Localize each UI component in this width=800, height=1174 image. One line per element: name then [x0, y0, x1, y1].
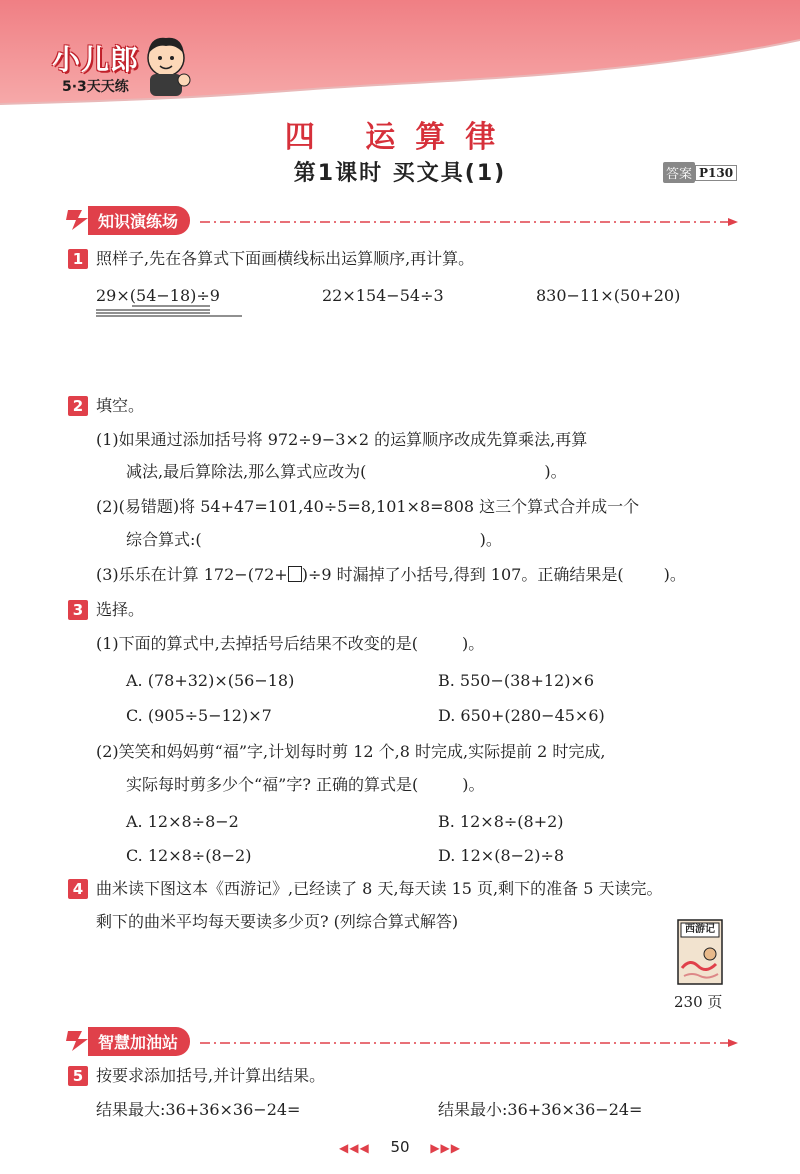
page-number: 50	[390, 1138, 410, 1156]
section-header-challenge	[0, 1025, 800, 1055]
answer-page: P130	[695, 165, 737, 181]
q4-line2: 剩下的曲米平均每天要读多少页? (列综合算式解答)	[96, 912, 459, 931]
q1-expression-3: 830−11×(50+20)	[536, 286, 681, 305]
q2-prompt: 填空。	[96, 396, 145, 415]
q2-part3: (3)乐乐在计算 172−(72+ )÷9 时漏掉了小括号,得到 107。正确结果是( )。	[96, 565, 686, 584]
book-illustration	[676, 918, 726, 988]
answer-label: 答案	[663, 162, 695, 183]
question-number: 2	[68, 396, 88, 416]
prev-arrows: ◀◀◀	[338, 1141, 370, 1155]
q1-expression-2: 22×154−54÷3	[322, 286, 444, 305]
next-arrows: ▶▶▶	[430, 1141, 462, 1155]
q1-expression-1: 29×(54−18)÷9	[96, 286, 220, 305]
page-footer	[0, 1138, 800, 1156]
answer-reference	[663, 162, 737, 183]
logo-title: 小儿郎	[52, 43, 140, 76]
q3-sub1-stem: (1)下面的算式中,去掉括号后结果不改变的是( )。	[96, 634, 485, 653]
q5-min-expression: 结果最小:36+36×36−24=	[438, 1100, 643, 1119]
section-title: 知识演练场	[88, 206, 190, 235]
order-underlines	[96, 304, 246, 318]
question-3	[68, 600, 88, 620]
book-page-count: 230 页	[674, 993, 723, 1011]
q3-sub2-line2: 实际每时剪多少个“福”字? 正确的算式是( )。	[126, 775, 485, 794]
q2-part2-line2: 综合算式:( )。	[126, 530, 502, 549]
lesson-title: 第1课时 买文具(1)	[293, 161, 507, 186]
question-number: 1	[68, 249, 88, 269]
q3-prompt: 选择。	[96, 600, 145, 619]
question-number: 4	[68, 879, 88, 899]
dashed-divider	[200, 218, 740, 226]
q3-sub2-line1: (2)笑笑和妈妈剪“福”字,计划每时剪 12 个,8 时完成,实际提前 2 时完成,	[96, 742, 606, 761]
q5-prompt: 按要求添加括号,并计算出结果。	[96, 1066, 326, 1085]
q4-line1: 曲米读下图这本《西游记》,已经读了 8 天,每天读 15 页,剩下的准备 5 天读完。	[96, 879, 663, 898]
q2-part1-line1: (1)如果通过添加括号将 972÷9−3×2 的运算顺序改成先算乘法,再算	[96, 430, 588, 449]
q3-sub2-option-d[interactable]: D. 12×(8−2)÷8	[438, 846, 565, 865]
q3-sub2-option-c[interactable]: C. 12×8÷(8−2)	[126, 846, 252, 865]
chapter-title: 四 运算律	[284, 120, 516, 155]
q2-part1-line2: 减法,最后算除法,那么算式应改为( )。	[126, 462, 567, 481]
q3-sub1-option-c[interactable]: C. (905÷5−12)×7	[126, 706, 272, 725]
q2-part2-line1: (2)(易错题)将 54+47=101,40÷5=8,101×8=808 这三个算式合并成一个	[96, 497, 640, 516]
q3-sub2-option-a[interactable]: A. 12×8÷8−2	[126, 812, 239, 831]
q3-sub1-option-b[interactable]: B. 550−(38+12)×6	[438, 671, 595, 690]
question-1	[68, 249, 88, 269]
question-4	[68, 879, 88, 899]
logo-subtitle: 5·3天天练	[62, 79, 129, 95]
q1-prompt: 照样子,先在各算式下面画横线标出运算顺序,再计算。	[96, 249, 475, 268]
q3-sub1-option-d[interactable]: D. 650+(280−45×6)	[438, 706, 605, 725]
section-header-practice	[0, 204, 800, 234]
q3-sub1-option-a[interactable]: A. (78+32)×(56−18)	[126, 671, 295, 690]
question-number: 3	[68, 600, 88, 620]
book-title: 西游记	[685, 924, 715, 935]
section-title: 智慧加油站	[88, 1027, 190, 1056]
q5-max-expression: 结果最大:36+36×36−24=	[96, 1100, 301, 1119]
dashed-divider	[200, 1039, 740, 1047]
question-number: 5	[68, 1066, 88, 1086]
missing-number-box[interactable]	[288, 566, 302, 582]
question-2	[68, 396, 88, 416]
question-5	[68, 1066, 88, 1086]
q3-sub2-option-b[interactable]: B. 12×8÷(8+2)	[438, 812, 564, 831]
